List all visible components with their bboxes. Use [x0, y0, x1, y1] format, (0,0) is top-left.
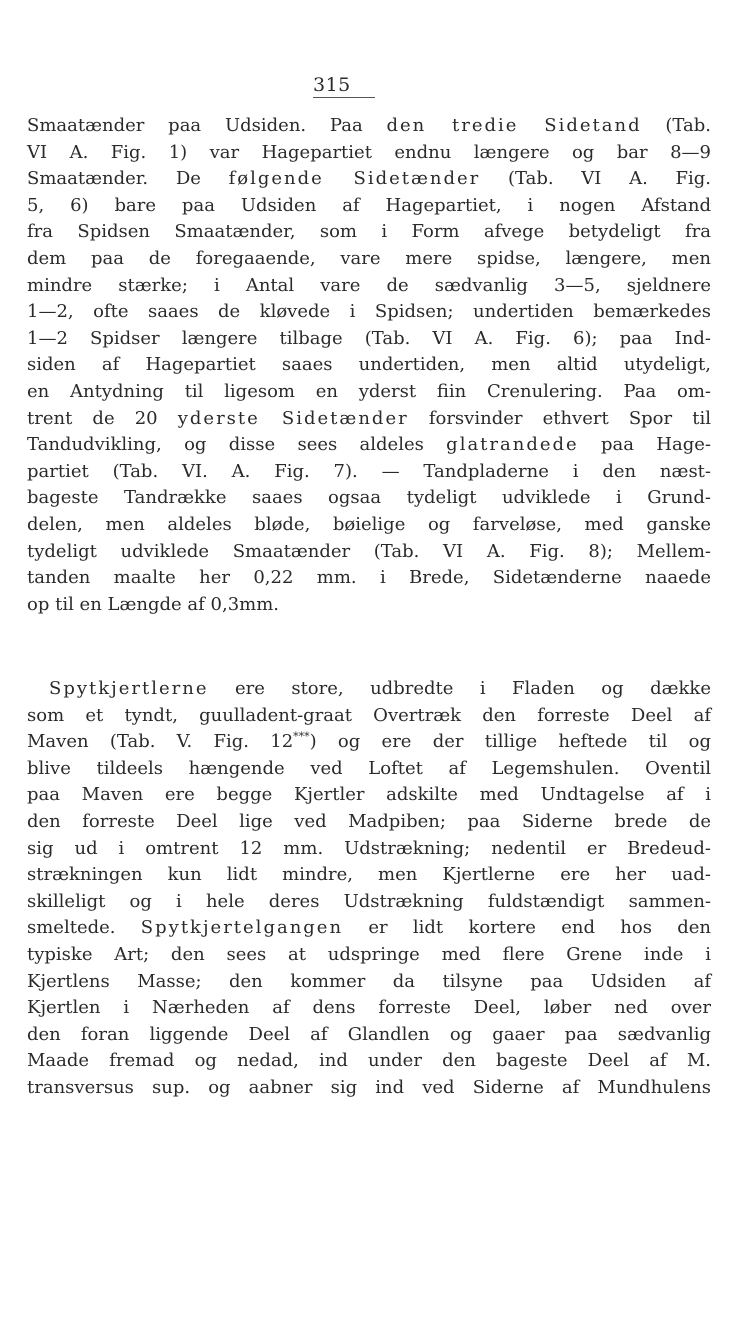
text-line — [27, 246, 711, 272]
text-run: Maven (Tab. V. Fig. 12 — [27, 731, 294, 753]
text-run: dem paa de foregaaende, vare mere spidse, længere, men — [27, 248, 711, 269]
text-run: smeltede. — [27, 917, 141, 939]
text-line — [27, 485, 711, 511]
text-run: Smaatænder paa Udsiden. Paa — [27, 115, 387, 136]
text-run: blive tildeels hængende ved Loftet af Legemshulen. Oventil — [27, 757, 711, 779]
spaced-emphasis: glatrandede — [446, 434, 579, 456]
text-run: forsvinder ethvert Spor til — [408, 407, 711, 429]
spaced-emphasis: Spytkjertlerne — [49, 678, 209, 699]
text-run: siden af Hagepartiet saaes undertiden, men altid utydeligt, — [27, 354, 711, 376]
text-line — [27, 836, 711, 862]
text-line — [27, 565, 711, 591]
text-run: Kjertlen i Nærheden af dens forreste Deel, løber ned over — [27, 997, 711, 1019]
text-run: er lidt kortere end hos den — [343, 917, 712, 939]
text-line — [27, 729, 711, 755]
text-run: Maade fremad og nedad, ind under den bageste Deel af M. — [27, 1050, 711, 1072]
text-line — [27, 512, 711, 538]
text-run: skilleligt og i hele deres Udstrækning fuldstændigt sammen- — [27, 890, 711, 912]
text-run: 5, 6) bare paa Udsiden af Hagepartiet, i nogen Afstand — [27, 194, 711, 216]
text-line — [27, 539, 711, 565]
text-run: sig ud i omtrent 12 mm. Udstrækning; nedentil er Bredeud- — [27, 837, 711, 859]
text-line — [27, 299, 711, 325]
text-line — [27, 1022, 711, 1048]
text-line — [27, 862, 711, 888]
text-run: en Antydning til ligesom en yderst fiin Crenulering. Paa om- — [27, 381, 711, 402]
text-line — [27, 889, 711, 915]
text-line — [27, 379, 711, 405]
text-line — [27, 703, 711, 729]
text-line — [27, 406, 711, 432]
text-run: (Tab. VI A. Fig. — [480, 168, 711, 190]
spaced-emphasis: den tredie Sidetand — [386, 115, 642, 136]
text-line — [27, 782, 711, 808]
text-line — [27, 969, 711, 995]
text-line — [27, 273, 711, 299]
text-run: ere store, udbredte i Fladen og dække — [208, 678, 711, 699]
text-run: trent de 20 — [27, 407, 178, 429]
text-line — [27, 915, 711, 941]
text-run: 1—2 Spidser længere tilbage (Tab. VI A. Fig. 6); paa Ind- — [27, 327, 711, 349]
text-run: delen, men aldeles bløde, bøielige og farveløse, med ganske — [27, 514, 711, 535]
text-line — [27, 1048, 711, 1074]
text-run: Kjertlens Masse; den kommer da tilsyne paa Udsiden af — [27, 970, 711, 992]
text-run: Smaatænder. De — [27, 168, 229, 190]
text-run: den foran liggende Deel af Glandlen og gaaer paa sædvanlig — [27, 1023, 711, 1045]
text-line — [27, 140, 711, 166]
text-run: mindre stærke; i Antal vare de sædvanlig 3—5, sjeldnere — [27, 274, 711, 296]
text-line — [27, 113, 711, 139]
text-run: strækningen kun lidt mindre, men Kjertlerne ere her uad- — [27, 864, 711, 886]
text-run: (Tab. — [641, 115, 712, 136]
text-run: Tandudvikling, og disse sees aldeles — [27, 434, 447, 456]
text-run: fra Spidsen Smaatænder, som i Form afvege betydeligt fra — [27, 221, 711, 243]
text-line — [27, 942, 711, 968]
text-line — [27, 166, 711, 192]
text-run: paa Maven ere begge Kjertler adskilte med Undtagelse af i — [27, 784, 711, 806]
text-run: op til en Længde af 0,3mm. — [27, 593, 279, 615]
text-line — [27, 756, 711, 782]
text-line — [27, 459, 711, 485]
spaced-emphasis: følgende Sidetænder — [228, 168, 481, 190]
text-run: som et tyndt, guulladent-graat Overtræk den forreste Deel af — [27, 704, 711, 726]
text-line — [27, 809, 711, 835]
text-line — [27, 995, 711, 1021]
text-run: den forreste Deel lige ved Madpiben; paa Siderne brede de — [27, 811, 711, 832]
text-line — [27, 219, 711, 245]
text-line — [27, 432, 711, 458]
text-run: partiet (Tab. VI. A. Fig. 7). — Tandpladerne i den næst- — [27, 460, 711, 482]
text-run: tydeligt udviklede Smaatænder (Tab. VI A. Fig. 8); Mellem- — [27, 540, 711, 562]
text-run: transversus sup. og aabner sig ind ved Siderne af Mundhulens — [27, 1077, 711, 1098]
text-run: paa Hage- — [578, 434, 711, 456]
spaced-emphasis: Spytkjertelgangen — [140, 917, 344, 939]
text-line — [27, 352, 711, 378]
text-run: VI A. Fig. 1) var Hagepartiet endnu længere og bar 8—9 — [27, 141, 711, 163]
footnote-marker: *** — [293, 730, 310, 744]
text-run: tanden maalte her 0,22 mm. i Brede, Sidetænderne naaede — [27, 567, 711, 589]
text-line — [27, 1075, 711, 1101]
text-line — [27, 676, 711, 702]
text-line — [27, 592, 711, 618]
text-run: typiske Art; den sees at udspringe med flere Grene inde i — [27, 944, 711, 965]
text-run: 1—2, ofte saaes de kløvede i Spidsen; undertiden bemærkedes — [27, 301, 711, 323]
text-line — [27, 193, 711, 219]
text-line — [27, 326, 711, 352]
spaced-emphasis: yderste Sidetænder — [177, 407, 409, 429]
text-run: bageste Tandrække saaes ogsaa tydeligt udviklede i Grund- — [27, 487, 711, 509]
text-run: ) og ere der tillige heftede til og — [309, 731, 711, 753]
page-number: 315 — [313, 74, 375, 98]
